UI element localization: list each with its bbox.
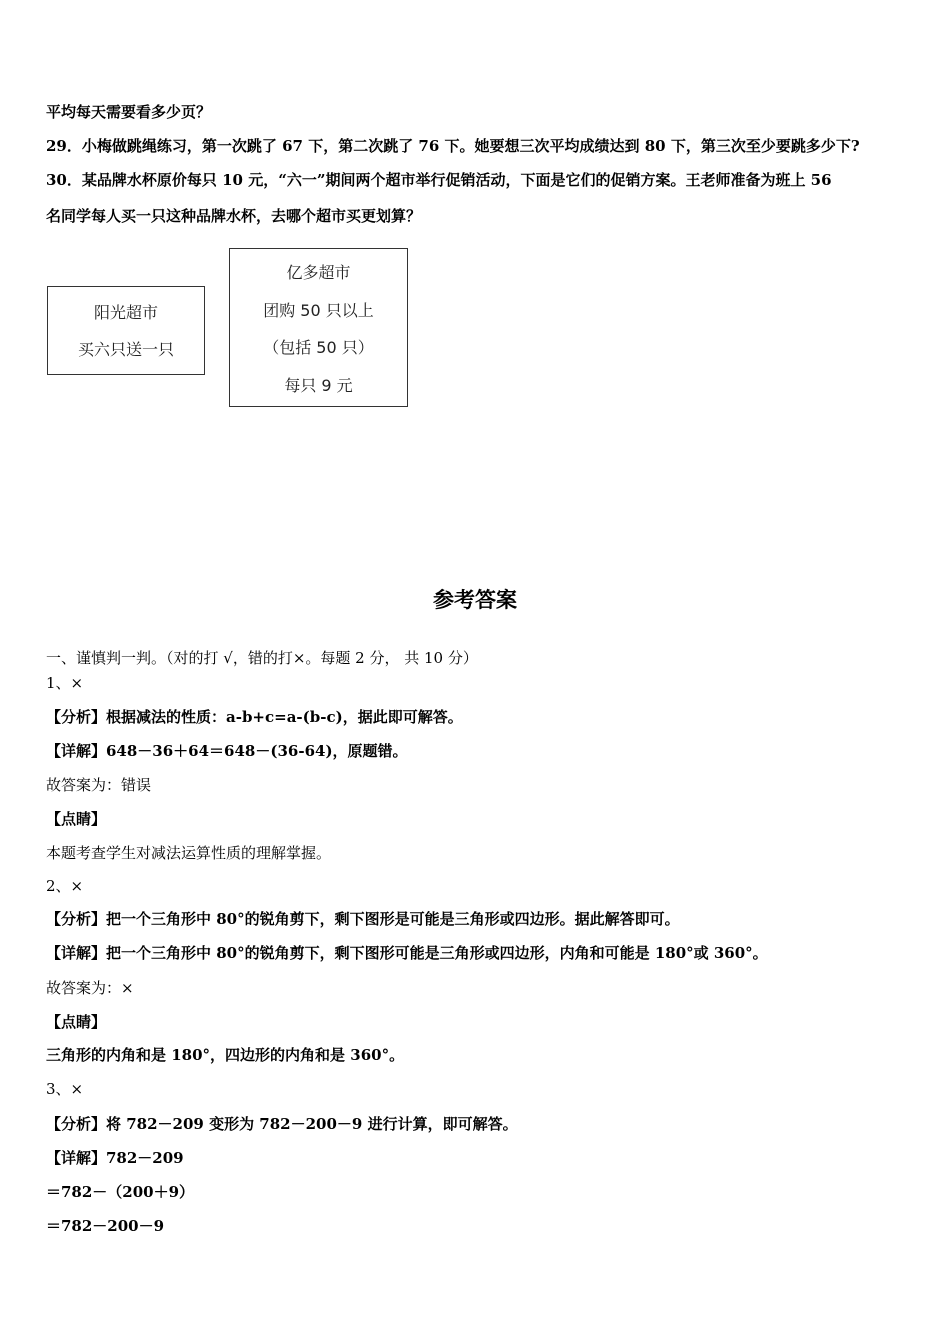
answer-3-detail: 【详解】782－209 bbox=[46, 1149, 184, 1167]
answer-1-number: 1、× bbox=[46, 674, 84, 692]
promo-box-yangguang bbox=[47, 286, 205, 375]
answer-3-step2: ＝782－200－9 bbox=[46, 1217, 165, 1235]
answer-2-analysis: 【分析】把一个三角形中 80°的锐角剪下，剩下图形是可能是三角形或四边形。据此解答即可。 bbox=[46, 910, 680, 928]
answer-3-number: 3、× bbox=[46, 1080, 84, 1098]
answer-2-tip: 三角形的内角和是 180°，四边形的内角和是 360°。 bbox=[46, 1046, 405, 1064]
answer-1-detail: 【详解】648－36＋64＝648－(36-64)，原题错。 bbox=[46, 742, 408, 760]
answer-2-tip-label: 【点睛】 bbox=[46, 1013, 107, 1031]
answer-1-tip-label: 【点睛】 bbox=[46, 810, 107, 828]
answer-2-result: 故答案为：× bbox=[46, 979, 134, 997]
question-28-tail: 平均每天需要看多少页？ bbox=[46, 103, 212, 121]
answer-2-detail: 【详解】把一个三角形中 80°的锐角剪下，剩下图形可能是三角形或四边形，内角和可能是 180°或 360°。 bbox=[46, 944, 768, 962]
answers-title: 参考答案 bbox=[433, 588, 517, 612]
answer-1-result: 故答案为：错误 bbox=[46, 776, 152, 794]
promo-b-line1: 团购 50 只以上 bbox=[263, 301, 374, 320]
promo-box-yiduo bbox=[229, 248, 408, 407]
answer-1-tip: 本题考查学生对减法运算性质的理解掌握。 bbox=[46, 844, 332, 862]
answer-1-analysis: 【分析】根据减法的性质：a-b+c=a-(b-c)，据此即可解答。 bbox=[46, 708, 463, 726]
promo-b-line2: （包括 50 只） bbox=[263, 338, 374, 357]
promo-a-offer: 买六只送一只 bbox=[77, 340, 174, 359]
question-30-line2: 名同学每人买一只这种品牌水杯，去哪个超市买更划算？ bbox=[46, 207, 422, 225]
promo-b-line3: 每只 9 元 bbox=[284, 376, 353, 395]
answer-3-analysis: 【分析】将 782－209 变形为 782－200－9 进行计算，即可解答。 bbox=[46, 1115, 518, 1133]
promo-b-name: 亿多超市 bbox=[286, 263, 351, 282]
question-30-line1: 30．某品牌水杯原价每只 10 元，“六一”期间两个超市举行促销活动，下面是它们的促销方案。王老师准备为班上 56 bbox=[46, 171, 832, 189]
question-29: 29．小梅做跳绳练习，第一次跳了 67 下，第二次跳了 76 下。她要想三次平均成绩达到 80 下，第三次至少要跳多少下? bbox=[46, 137, 860, 155]
answer-2-number: 2、× bbox=[46, 877, 84, 895]
answer-3-step1: ＝782－（200＋9） bbox=[46, 1183, 195, 1201]
section-1-heading: 一、谨慎判一判。（对的打 √，错的打×。每题 2 分， 共 10 分） bbox=[46, 649, 478, 667]
promo-a-name: 阳光超市 bbox=[93, 303, 158, 322]
